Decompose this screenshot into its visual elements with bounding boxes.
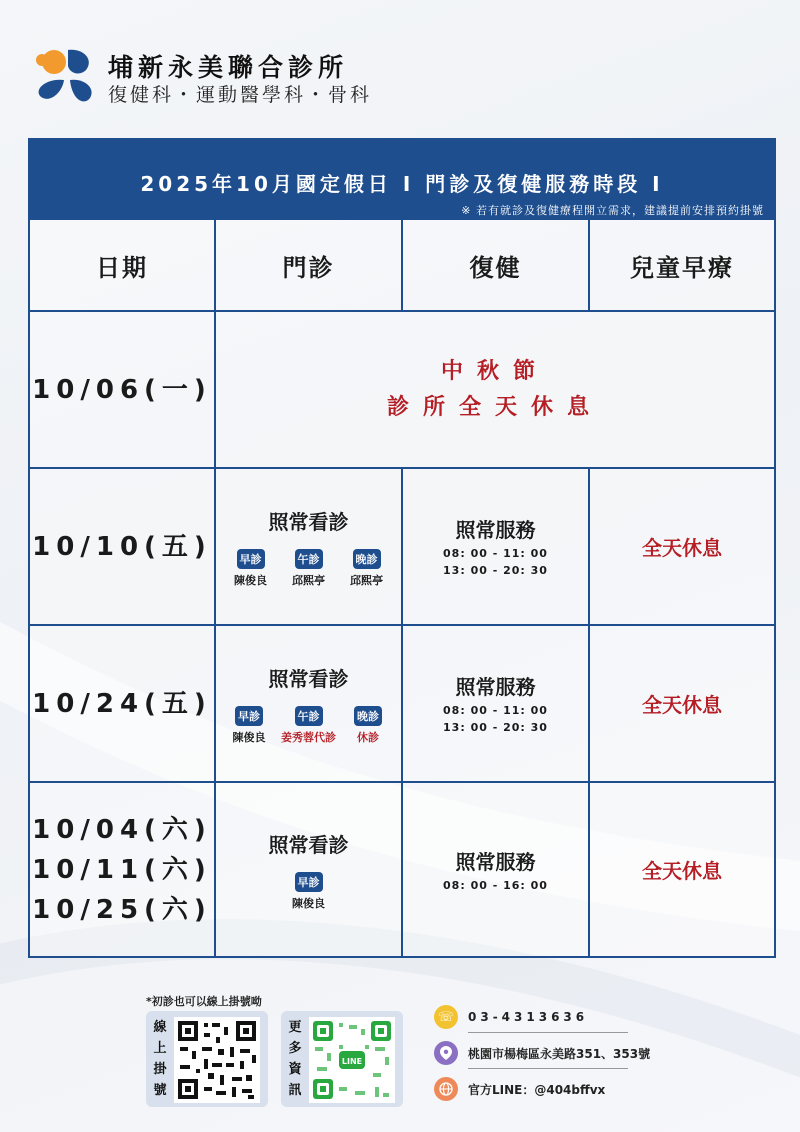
- header-date: 日期: [96, 253, 148, 282]
- morning-shift-badge: 早診: [295, 872, 323, 892]
- online-booking-qr-card[interactable]: [146, 1011, 268, 1107]
- rehab-status: 照常服務: [455, 849, 536, 874]
- address-text: 桃園市楊梅區永美路351、353號: [468, 1046, 651, 1061]
- contact-line[interactable]: [434, 1076, 605, 1102]
- header-clinic: 門診: [282, 253, 335, 282]
- table-header-row: [30, 220, 774, 312]
- shift-list: [287, 872, 331, 911]
- morning-shift-badge: 早診: [235, 706, 263, 726]
- line-id-text: 官方LINE：@404bffvx: [468, 1082, 606, 1097]
- evening-shift-badge: 晚診: [353, 549, 381, 569]
- rehab-time: 08: 00 - 11: 00: [443, 547, 548, 560]
- clinic-status: 照常看診: [268, 509, 349, 534]
- rehab-status: 照常服務: [455, 675, 536, 699]
- doctor-name: 陳俊良: [232, 730, 266, 744]
- divider: [468, 1068, 628, 1069]
- clinic-status: 照常看診: [268, 832, 349, 857]
- rehab-status: 照常服務: [455, 518, 536, 542]
- early-intervention-status: 全天休息: [642, 693, 722, 717]
- table-row: [30, 626, 774, 783]
- substitute-doctor-name: 姜秀蓉代診: [281, 730, 336, 744]
- table-banner: [30, 140, 774, 220]
- rehab-time: 08: 00 - 11: 00: [443, 704, 548, 717]
- online-booking-label: 線 上 掛 號: [153, 1020, 167, 1098]
- divider: [468, 1032, 628, 1033]
- date-label: 10/04(六): [32, 814, 212, 845]
- table-row: [30, 469, 774, 626]
- afternoon-shift-badge: 午診: [295, 549, 323, 569]
- rehab-time: 08: 00 - 16: 00: [443, 878, 548, 892]
- morning-shift-badge: 早診: [237, 549, 265, 569]
- doctor-name: 邱熙亭: [292, 573, 325, 587]
- header-early-intervention: 兒童早療: [630, 253, 734, 282]
- holiday-closed-notice: 診所全天休息: [386, 394, 603, 420]
- date-label: 10/06(一): [32, 374, 212, 405]
- date-label: 10/10(五): [32, 531, 212, 562]
- contact-phone[interactable]: [434, 1004, 588, 1030]
- clinic-specialties: 復健科・運動醫學科・骨科: [108, 84, 373, 106]
- phone-icon: ☏: [434, 1005, 458, 1029]
- rehab-time: 13: 00 - 20: 30: [443, 564, 548, 577]
- location-pin-icon: [434, 1041, 458, 1065]
- schedule-table: [28, 138, 776, 958]
- banner-title: 2025年10月國定假日 I 門診及復健服務時段 I: [140, 172, 664, 196]
- evening-shift-badge: 晚診: [354, 706, 382, 726]
- line-logo-text: LINE: [341, 1057, 363, 1066]
- date-label: 10/11(六): [32, 854, 212, 885]
- holiday-name: 中秋節: [440, 358, 549, 384]
- phone-number: 03-4313636: [468, 1010, 589, 1024]
- clinic-logo-icon: [34, 44, 100, 110]
- online-booking-qr-code[interactable]: [174, 1017, 260, 1103]
- clinic-name: 埔新永美聯合診所: [108, 53, 349, 82]
- globe-icon: [434, 1077, 458, 1101]
- early-intervention-status: 全天休息: [642, 536, 722, 560]
- doctor-name: 陳俊良: [292, 896, 325, 910]
- shift-list: [227, 706, 390, 745]
- table-row: [30, 783, 774, 956]
- rehab-time: 13: 00 - 20: 30: [443, 721, 548, 734]
- shift-list: [229, 549, 389, 588]
- more-info-label: 更 多 資 訊: [288, 1020, 302, 1098]
- header-rehab: 復健: [469, 253, 522, 282]
- online-booking-note: *初診也可以線上掛號呦: [146, 995, 262, 1008]
- afternoon-shift-badge: 午診: [295, 706, 323, 726]
- clinic-status: 照常看診: [268, 666, 349, 691]
- doctor-name: 陳俊良: [234, 573, 267, 587]
- banner-note: ※ 若有就診及復健療程開立需求，建議提前安排預約掛號: [461, 204, 764, 217]
- early-intervention-status: 全天休息: [642, 859, 722, 883]
- table-row-holiday: [30, 312, 774, 469]
- contact-address[interactable]: [434, 1040, 650, 1066]
- clinic-closed-label: 休診: [357, 730, 379, 744]
- date-label: 10/25(六): [32, 894, 212, 925]
- more-info-qr-card[interactable]: [281, 1011, 403, 1107]
- date-label: 10/24(五): [32, 688, 212, 719]
- doctor-name: 邱熙亭: [350, 573, 383, 587]
- line-qr-code[interactable]: [309, 1017, 395, 1103]
